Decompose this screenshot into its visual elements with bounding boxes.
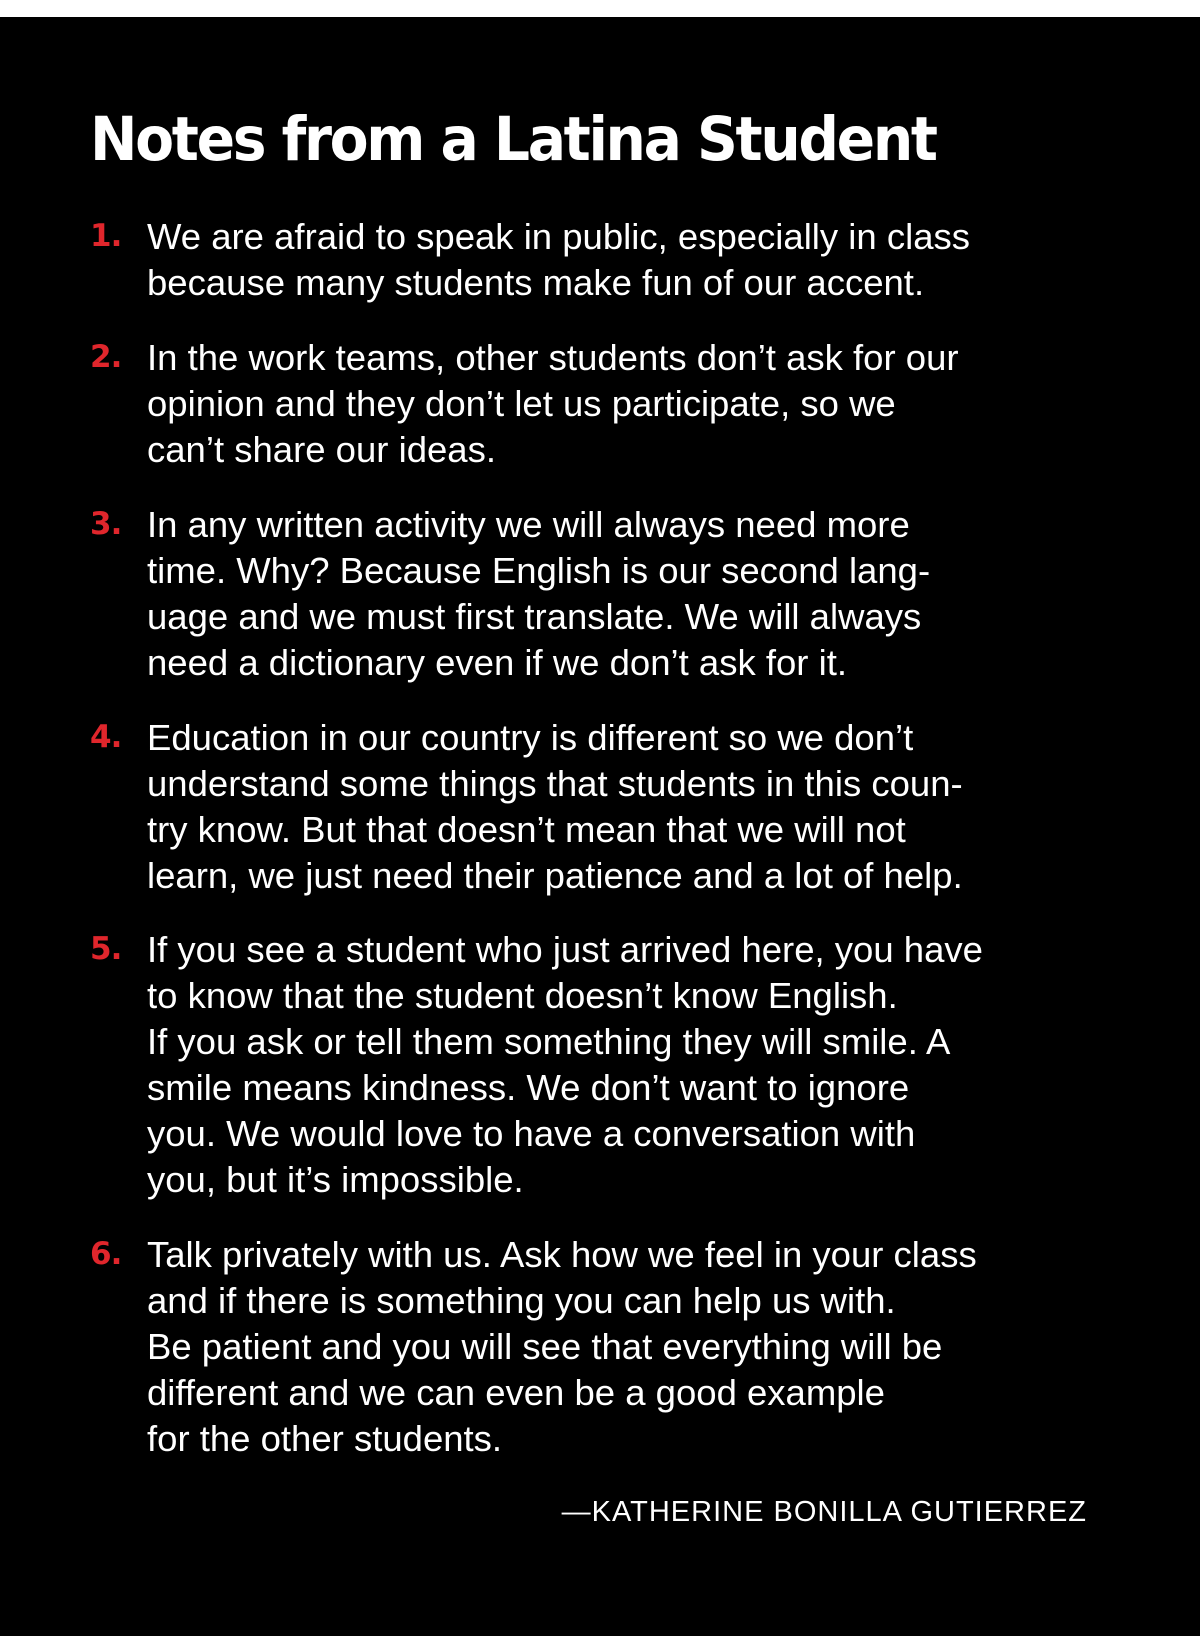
- item-line: In any written activity we will always need more: [147, 504, 910, 545]
- item-line: learn, we just need their patience and a lot of help.: [147, 855, 963, 896]
- item-line: We are afraid to speak in public, especially in class: [147, 216, 971, 257]
- item-number: 1.: [90, 218, 122, 254]
- item-line: understand some things that students in this coun-: [147, 763, 963, 804]
- item-line: and if there is something you can help us with.: [147, 1280, 896, 1321]
- item-line: smile means kindness. We don’t want to ignore: [147, 1067, 910, 1108]
- item-line: uage and we must first translate. We will always: [147, 596, 922, 637]
- author-signature: —KATHERINE BONILLA GUTIERREZ: [561, 1496, 1087, 1528]
- item-number: 5.: [90, 931, 122, 967]
- item-line: Talk privately with us. Ask how we feel in your class: [147, 1234, 977, 1275]
- notes-card: [0, 17, 1200, 1636]
- item-line: need a dictionary even if we don’t ask for it.: [147, 642, 847, 683]
- item-number: 2.: [90, 339, 122, 375]
- item-line: because many students make fun of our accent.: [147, 262, 925, 303]
- item-line: you. We would love to have a conversation with: [147, 1113, 916, 1154]
- item-line: to know that the student doesn’t know English.: [147, 975, 898, 1016]
- item-line: you, but it’s impossible.: [147, 1159, 524, 1200]
- item-line: opinion and they don’t let us participate, so we: [147, 383, 896, 424]
- item-line: can’t share our ideas.: [147, 429, 496, 470]
- item-number: 4.: [90, 719, 122, 755]
- item-number: 3.: [90, 506, 122, 542]
- item-line: Be patient and you will see that everything will be: [147, 1326, 943, 1367]
- item-line: If you see a student who just arrived here, you have: [147, 929, 983, 970]
- item-line: different and we can even be a good example: [147, 1372, 885, 1413]
- item-line: Education in our country is different so we don’t: [147, 717, 914, 758]
- item-number: 6.: [90, 1236, 122, 1272]
- item-line: time. Why? Because English is our second lang-: [147, 550, 931, 591]
- item-line: If you ask or tell them something they will smile. A: [147, 1021, 951, 1062]
- item-line: for the other students.: [147, 1418, 503, 1459]
- page-title: Notes from a Latina Student: [90, 104, 936, 175]
- item-line: In the work teams, other students don’t ask for our: [147, 337, 959, 378]
- item-line: try know. But that doesn’t mean that we will not: [147, 809, 906, 850]
